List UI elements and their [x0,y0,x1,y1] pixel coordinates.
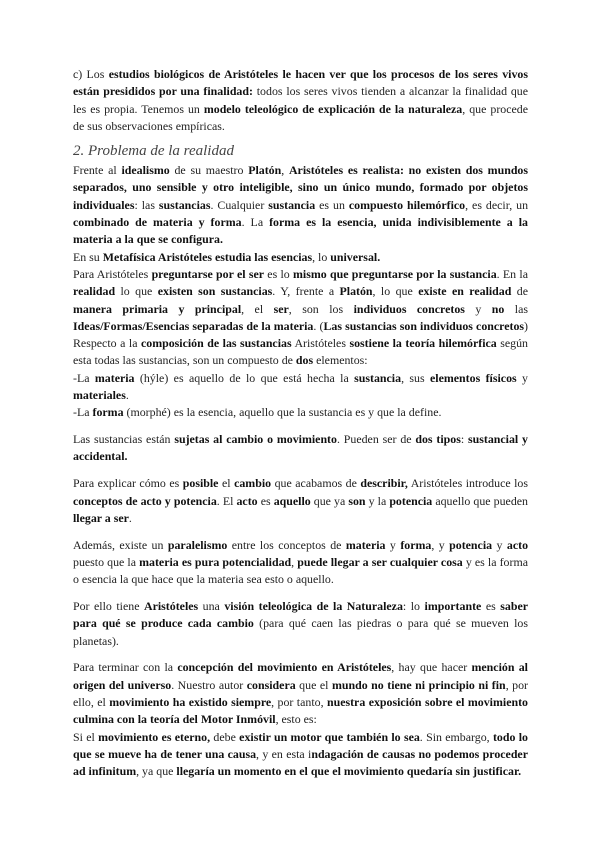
text-run: . ( [313,318,324,333]
text-run: Para explicar cómo es [73,476,183,491]
text-run: entre los conceptos de [227,537,346,552]
bold-text: sustancial y accidental. [73,432,528,464]
bold-text: existe en realidad [418,284,512,299]
text-run: , y en esta i [256,746,312,761]
text-run: puesto que la [73,554,140,569]
bold-text: puede llegar a ser cualquier cosa [297,554,463,569]
bold-text: potencia [389,493,433,508]
bold-text: modelo teleológico de explicación de la naturaleza [203,101,463,116]
text-run: (morphé) es la esencia, aquello que la sustancia es y que la define. [123,405,442,420]
text-run: (hýle) es aquello de lo que está hecha la [134,370,355,385]
text-run: aquello que pueden [432,493,528,508]
text-run: las [504,301,529,316]
text-run: . Y, frente a [272,284,340,299]
bold-text: estudios biológicos de Aristóteles le hacen ver que los procesos de los seres vivos están presididos por una finalidad: [73,67,528,99]
bold-text: cambio [234,476,272,491]
bold-text: potencia [449,537,493,552]
bold-text: compuesto hilemórfico [348,197,466,212]
bold-text: considera [246,677,296,692]
text-run: . [128,510,132,525]
text-run: debe [210,729,240,744]
bold-text: sustancias [158,197,211,212]
bold-text: forma es la esencia, unida indivisiblemente a la materia a la que se configura. [73,215,528,247]
bold-text: visión teleológica de la Naturaleza [224,599,403,614]
bold-text: son [348,493,366,508]
text-run: , sus [401,370,431,385]
paragraph [73,598,528,650]
text-run: de su maestro [169,163,249,178]
text-run: y [516,370,528,385]
text-run: . Pueden ser de [336,432,416,447]
paragraph [73,404,528,421]
bold-text: mismo que preguntarse por la sustancia [293,266,497,281]
bold-text: preguntarse por el ser [151,266,265,281]
text-run: , el [241,301,274,316]
text-run: -La [73,370,95,385]
paragraph [73,370,528,405]
bold-text: mundo no tiene ni principio ni fin [331,677,506,692]
text-run: , y [431,537,450,552]
bold-text: todo lo que se mueve ha de tener una causa [73,729,528,761]
paragraph [73,537,528,589]
bold-text: saber para qué se produce cada cambio [73,599,529,631]
bold-text: llegaría un momento en el que el movimiento quedaría sin justificar. [176,764,522,779]
bold-text: materia [345,537,386,552]
text-run: es [481,599,501,614]
bold-text: Platón [339,284,373,299]
text-run: que acabamos de [271,476,361,491]
text-run: . El [216,493,237,508]
text-run: . [125,388,129,403]
text-run: , lo [312,249,331,264]
bold-text: dos [295,353,314,368]
bold-text: forma [92,405,124,420]
bold-text: materia es pura potencialidad [139,554,292,569]
text-run: , esto es: [275,712,317,727]
text-run: Las sustancias están [73,432,175,447]
text-run: Si el [73,729,99,744]
bold-text: mención al origen del universo [73,660,528,692]
text-run: : las [134,197,159,212]
paragraph [73,729,528,781]
bold-text: combinado de materia y forma [73,215,242,230]
text-run: y [464,301,492,316]
section-heading: 2. Problema de la realidad [73,143,234,160]
document-body [73,66,528,780]
bold-text: conceptos de acto y potencia [73,493,217,508]
bold-text: universal. [330,249,381,264]
bold-text: Aristóteles es realista: no existen dos mundos separados, uno sensible y otro inteligible, sino un único mundo, formado por objetos individuales [73,163,528,212]
bold-text: paralelismo [167,537,228,552]
bold-text: importante [424,599,482,614]
bold-text: idealismo [121,163,170,178]
bold-text: individuos concretos [353,301,465,316]
text-run: que ya [310,493,349,508]
bold-text: llegar a ser [73,510,129,525]
text-run: -La [73,405,93,420]
text-run: , son los [288,301,354,316]
text-run: de [511,284,528,299]
bold-text: describir, [360,476,408,491]
text-run: Para Aristóteles [73,266,152,281]
bold-text: existen son sustancias [157,284,273,299]
bold-text: existir un motor que también lo sea [239,729,420,744]
paragraph [73,249,528,266]
bold-text: movimiento es eterno, [98,729,211,744]
bold-text: posible [182,476,219,491]
text-run: , ya que [136,764,177,779]
text-run: Además, existe un [73,537,168,552]
text-run: ) Respecto a la [73,318,529,351]
text-run: , que procede de sus observaciones empíricas. [73,101,528,133]
text-run: y [492,537,507,552]
bold-text: materia [94,370,135,385]
paragraph [73,659,528,728]
text-run: , es decir, un [465,197,529,212]
text-run: Para terminar con la [73,660,178,675]
text-run: , por ello, el [73,677,529,709]
text-run: Por ello tiene [73,599,144,614]
bold-text: movimiento ha existido siempre [109,695,272,709]
bold-text: sujetas al cambio o movimiento [174,432,337,447]
bold-text: materiales [73,388,126,403]
bold-text: manera primaria y principal [73,301,242,316]
text-run: es [257,493,274,508]
bold-text: Platón [248,163,282,178]
text-run: según esta todas las sustancias, son un compuesto de [73,336,528,368]
text-run: . Sin embargo, [419,729,493,744]
bold-text: Metafísica Aristóteles estudia las esencias [102,249,313,264]
text-run: y la [365,493,390,508]
text-run: : lo [402,599,425,614]
bold-text: ndagación de causas no podemos proceder ad infinitum [73,746,528,779]
text-run: . Cualquier [210,197,269,212]
text-run: . En la [496,266,528,281]
text-run: y [385,537,401,552]
text-run: Frente al [73,163,122,178]
text-run: En su [73,249,103,264]
text-run: todos los seres vivos tienden a alcanzar la finalidad que les es propia. Tenemos un [73,84,528,116]
text-run: , por tanto, [271,695,327,709]
bold-text: sostiene la teoría hilemórfica [349,336,497,351]
text-run: , hay que hacer [391,660,472,675]
text-run: c) Los [73,67,109,81]
bold-text: acto [506,537,529,552]
text-run: Aristóteles introduce los [407,476,529,491]
text-run: una [198,599,225,614]
text-run: , lo que [372,284,419,299]
text-run: (para qué caen las piedras o para qué se mueven los planetas). [73,616,528,648]
paragraph [73,431,528,466]
bold-text: Aristóteles [144,599,199,614]
bold-text: acto [236,493,258,508]
paragraph [73,266,528,370]
text-run: . Nuestro autor [171,677,247,692]
bold-text: concepción del movimiento en Aristóteles [177,660,392,675]
paragraph [73,66,528,135]
bold-text: realidad [73,284,116,299]
bold-text: Ideas/Formas/Esencias separadas de la materia [73,318,314,333]
bold-text: elementos físicos [430,370,517,385]
bold-text: dos tipos [415,432,461,447]
bold-text: forma [400,537,432,552]
bold-text: Las sustancias son individuos concretos [323,318,525,333]
bold-text: ser [273,301,289,316]
bold-text: aquello [273,493,311,508]
text-run: elementos: [313,353,368,368]
text-run: el [218,476,235,491]
bold-text: sustancia [354,370,402,385]
text-run: . La [241,215,270,230]
bold-text: no [491,301,505,316]
bold-text: composición de las sustancias [140,336,292,351]
text-run: es lo [264,266,294,281]
text-run: y es la forma o esencia la que hace que la materia sea esto o aquello. [73,554,528,587]
text-run: , [291,554,298,569]
text-run: , [281,163,289,178]
bold-text: sustancia [268,197,316,212]
bold-text: nuestra exposición sobre el movimiento culmina con la teoría del Motor Inmóvil [73,695,528,727]
paragraph [73,475,528,527]
paragraph [73,162,528,248]
text-run: que el [295,677,332,692]
text-run: : [460,432,468,447]
text-run: es un [315,197,349,212]
text-run: lo que [115,284,158,299]
text-run: Aristóteles [291,336,350,351]
